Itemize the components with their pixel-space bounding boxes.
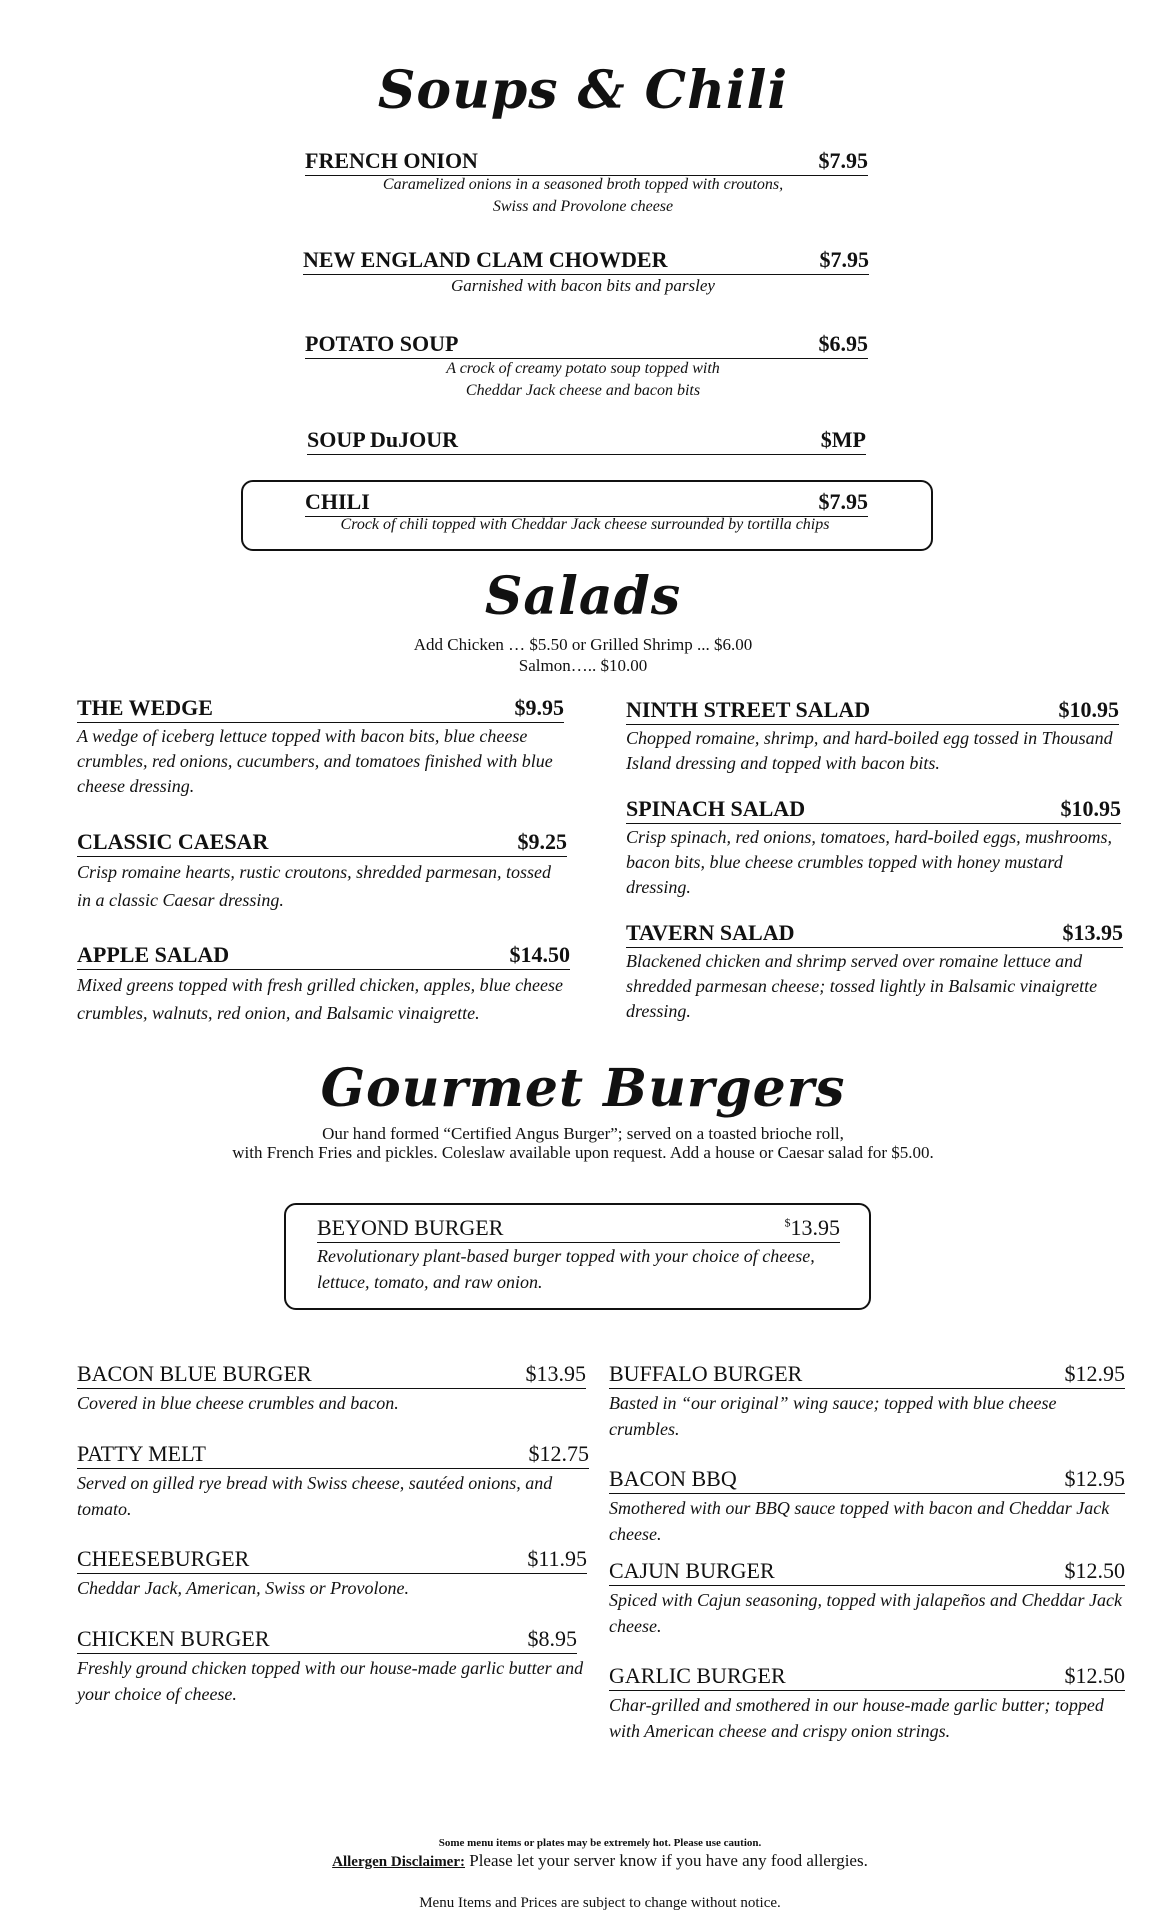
- salad-addon-text: Add Chicken … $5.50 or Grilled Shrimp ... $6.00: [413, 635, 753, 654]
- item-description: Basted in “our original” wing sauce; topped with blue cheese crumbles.: [609, 1393, 1057, 1439]
- item-description: Crisp romaine hearts, rustic croutons, shredded parmesan, tossed in a classic Caesar dressing.: [77, 862, 551, 910]
- menu-item-title-spinach-salad: [626, 796, 1121, 824]
- burgers-heading: Gourmet Burgers: [320, 1058, 846, 1119]
- menu-item-title-buffalo-burger: [609, 1361, 1125, 1389]
- item-name: NINTH STREET SALAD: [626, 697, 871, 722]
- salad-addon-text: Salmon….. $10.00: [518, 656, 648, 675]
- burgers-intro: with French Fries and pickles. Coleslaw available upon request. Add a house or Caesar salad for $5.00.: [232, 1143, 934, 1162]
- item-price: $14.50: [509, 942, 570, 967]
- menu-item-title-bacon-blue-burger: [77, 1361, 586, 1389]
- item-name: SOUP DuJOUR: [307, 427, 458, 452]
- item-price: $12.95: [1064, 1361, 1125, 1386]
- item-name: BEYOND BURGER: [317, 1215, 504, 1240]
- menu-item-title-apple-salad: [77, 942, 570, 970]
- item-name: CHILI: [305, 489, 370, 514]
- item-price: $12.75: [528, 1441, 589, 1466]
- item-price: $12.95: [1064, 1466, 1125, 1491]
- item-description: Covered in blue cheese crumbles and bacon.: [77, 1393, 399, 1413]
- item-description: Cheddar Jack cheese and bacon bits: [465, 382, 701, 399]
- item-description: Served on gilled rye bread with Swiss cheese, sautéed onions, and tomato.: [77, 1473, 553, 1519]
- menu-item-title-chicken-burger: [77, 1626, 577, 1654]
- item-price: $13.95: [1062, 920, 1123, 945]
- item-price: $7.95: [819, 247, 869, 272]
- item-description: Revolutionary plant-based burger topped with your choice of cheese, lettuce, tomato, and raw onion.: [317, 1246, 815, 1292]
- item-name: FRENCH ONION: [305, 148, 478, 173]
- item-name: CHEESEBURGER: [77, 1546, 250, 1571]
- item-name: PATTY MELT: [77, 1441, 206, 1466]
- salads-heading: Salads: [484, 566, 682, 627]
- item-price: $10.95: [1060, 796, 1121, 821]
- menu-item-title-tavern-salad: [626, 920, 1123, 948]
- menu-item-title-french-onion: [305, 148, 868, 176]
- menu-item-title-bacon-bbq: [609, 1466, 1125, 1494]
- item-price: $11.95: [527, 1546, 587, 1571]
- menu-item-title-ninth-street-salad: [626, 697, 1119, 725]
- burgers-intro: Our hand formed “Certified Angus Burger”; served on a toasted brioche roll,: [322, 1124, 844, 1143]
- item-price: $7.95: [818, 148, 868, 173]
- allergen-disclaimer: [0, 1851, 1166, 1871]
- change-notice: Menu Items and Prices are subject to change without notice.: [419, 1895, 781, 1911]
- item-description: Swiss and Provolone cheese: [492, 198, 674, 215]
- item-price: $MP: [820, 427, 866, 452]
- item-description: Cheddar Jack, American, Swiss or Provolone.: [77, 1578, 409, 1598]
- item-name: CAJUN BURGER: [609, 1558, 775, 1583]
- item-description: Crock of chili topped with Cheddar Jack cheese surrounded by tortilla chips: [340, 516, 830, 533]
- item-description: Char-grilled and smothered in our house-made garlic butter; topped with American cheese and crispy onion strings.: [609, 1695, 1104, 1741]
- item-name: BACON BLUE BURGER: [77, 1361, 312, 1386]
- item-price: $6.95: [818, 331, 868, 356]
- item-name: BACON BBQ: [609, 1466, 737, 1491]
- item-description: A wedge of iceberg lettuce topped with bacon bits, blue cheese crumbles, red onions, cucumbers, and tomatoes finished with blue cheese dressing.: [77, 726, 553, 796]
- item-description: A crock of creamy potato soup topped with: [446, 360, 720, 377]
- item-price: $9.25: [517, 829, 567, 854]
- allergen-text: Please let your server know if you have any food allergies.: [465, 1851, 868, 1870]
- item-description: Crisp spinach, red onions, tomatoes, hard-boiled eggs, mushrooms, bacon bits, blue cheese crumbles topped with honey mustard dressing.: [626, 827, 1112, 897]
- menu-item-title-potato-soup: [305, 331, 868, 359]
- item-description: Chopped romaine, shrimp, and hard-boiled egg tossed in Thousand Island dressing and topped with bacon bits.: [626, 728, 1113, 773]
- item-name: CLASSIC CAESAR: [77, 829, 269, 854]
- item-name: THE WEDGE: [77, 695, 213, 720]
- item-price: $9.95: [514, 695, 564, 720]
- item-description: Smothered with our BBQ sauce topped with bacon and Cheddar Jack cheese.: [609, 1498, 1110, 1544]
- item-name: BUFFALO BURGER: [609, 1361, 803, 1386]
- allergen-label: Allergen Disclaimer:: [332, 1854, 465, 1870]
- soups-heading: Soups & Chili: [377, 60, 789, 121]
- item-description: Mixed greens topped with fresh grilled chicken, apples, blue cheese crumbles, walnuts, red onion, and Balsamic vinaigrette.: [77, 975, 564, 1023]
- menu-item-title-cajun-burger: [609, 1558, 1125, 1586]
- item-price: $12.50: [1064, 1663, 1125, 1688]
- item-name: NEW ENGLAND CLAM CHOWDER: [303, 247, 668, 272]
- menu-item-title-beyond-burger: [317, 1215, 840, 1243]
- item-name: GARLIC BURGER: [609, 1663, 786, 1688]
- menu-item-title-patty-melt: [77, 1441, 589, 1469]
- item-name: TAVERN SALAD: [626, 920, 795, 945]
- item-price: $13.95: [525, 1361, 586, 1386]
- price-currency-symbol: $: [784, 1215, 791, 1230]
- item-description: Caramelized onions in a seasoned broth topped with croutons,: [382, 176, 784, 193]
- item-name: APPLE SALAD: [77, 942, 230, 967]
- item-price: $10.95: [1058, 697, 1119, 722]
- item-description: Spiced with Cajun seasoning, topped with jalapeños and Cheddar Jack cheese.: [609, 1590, 1122, 1636]
- menu-item-title-soup-dujour: [307, 427, 866, 455]
- menu-item-title-cheeseburger: [77, 1546, 587, 1574]
- item-name: POTATO SOUP: [305, 331, 459, 356]
- caution-note: Some menu items or plates may be extremely hot. Please use caution.: [438, 1837, 762, 1849]
- menu-item-title-chili: [305, 489, 868, 517]
- item-description: Blackened chicken and shrimp served over romaine lettuce and shredded parmesan cheese; tossed lightly in Balsamic vinaigrette dressing.: [626, 951, 1098, 1021]
- menu-item-title-clam-chowder: [303, 247, 869, 275]
- item-name: CHICKEN BURGER: [77, 1626, 270, 1651]
- item-price: $8.95: [527, 1626, 577, 1651]
- item-description: Garnished with bacon bits and parsley: [451, 276, 715, 295]
- item-price: $7.95: [818, 489, 868, 514]
- item-name: SPINACH SALAD: [626, 796, 806, 821]
- item-price-value: 13.95: [790, 1215, 840, 1240]
- menu-item-title-classic-caesar: [77, 829, 567, 857]
- menu-item-title-the-wedge: [77, 695, 564, 723]
- menu-item-title-garlic-burger: [609, 1663, 1125, 1691]
- item-price: $12.50: [1064, 1558, 1125, 1583]
- item-price: [785, 1215, 841, 1241]
- item-description: Freshly ground chicken topped with our house-made garlic butter and your choice of cheese.: [77, 1658, 584, 1704]
